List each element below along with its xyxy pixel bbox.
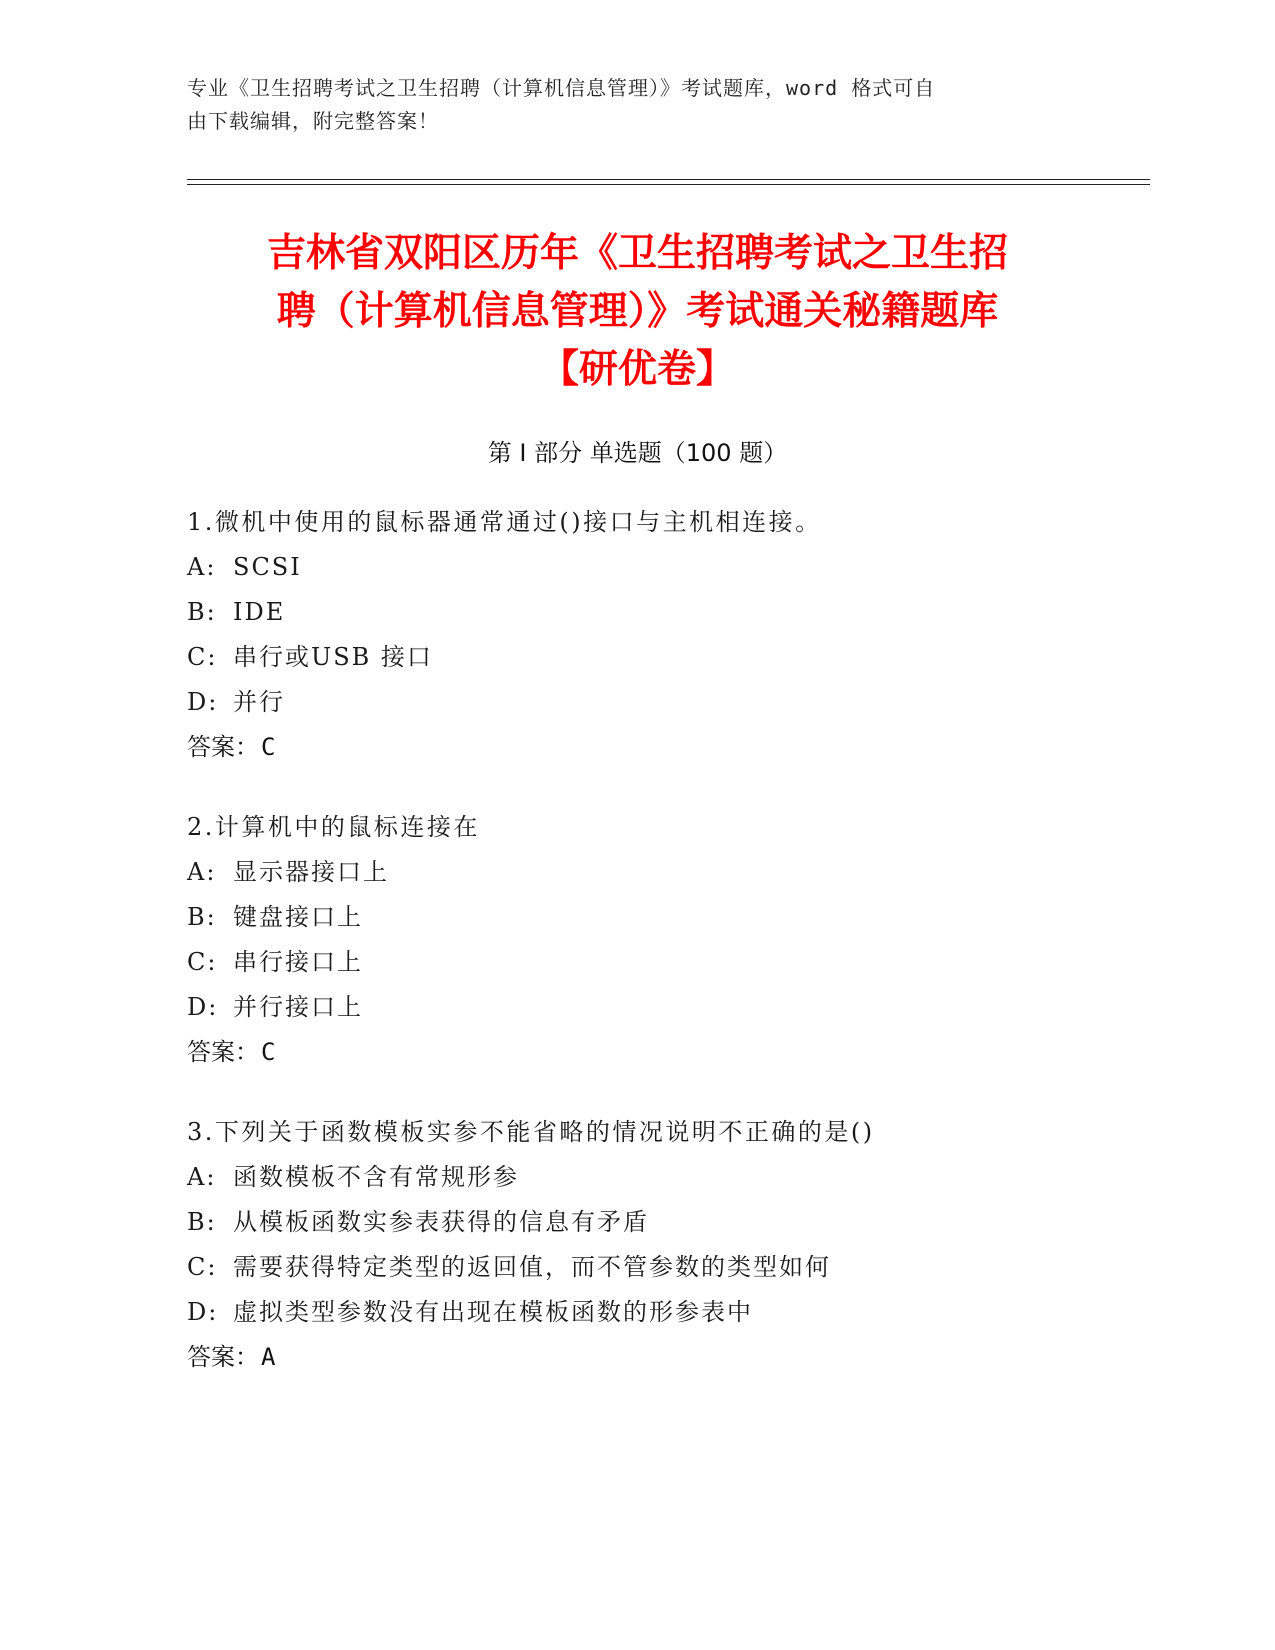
header-note-line-2: 由下载编辑，附完整答案！ [187, 109, 439, 133]
option-letter: D: [187, 688, 219, 716]
answer-value: C [261, 733, 276, 761]
answer-value: A [261, 1343, 276, 1371]
document-title-line-2: 聘（计算机信息管理）》考试通关秘籍题库 [276, 289, 999, 334]
option-a [187, 545, 1187, 590]
option-text: 显示器接口上 [233, 858, 389, 886]
option-text: 需要获得特定类型的返回值，而不管参数的类型如何 [233, 1253, 831, 1281]
option-text: 串行或USB 接口 [233, 643, 433, 671]
option-c [187, 1245, 1187, 1290]
option-text: 函数模板不含有常规形参 [233, 1163, 519, 1191]
option-letter: B: [187, 903, 217, 931]
option-d [187, 1290, 1187, 1335]
question-3 [187, 1110, 1187, 1380]
answer-value: C [261, 1038, 276, 1066]
section-heading: 第 I 部分 单选题（100 题） [487, 439, 788, 467]
option-text: 虚拟类型参数没有出现在模板函数的形参表中 [233, 1298, 753, 1326]
header-note-line-1: 专业《卫生招聘考试之卫生招聘（计算机信息管理）》考试题库，word 格式可自 [187, 76, 936, 100]
option-text: IDE [233, 598, 286, 626]
option-letter: C: [187, 948, 218, 976]
option-text: 键盘接口上 [233, 903, 363, 931]
option-letter: C: [187, 643, 218, 671]
question-2 [187, 805, 1187, 1075]
option-a [187, 1155, 1187, 1200]
option-letter: A: [187, 553, 217, 581]
option-letter: C: [187, 1253, 218, 1281]
document-title-line-3: 【研优卷】 [539, 347, 735, 392]
header-rule-top [187, 179, 1150, 180]
option-text: 并行 [233, 688, 285, 716]
question-stem: 3.下列关于函数模板实参不能省略的情况说明不正确的是() [187, 1118, 875, 1146]
answer-label: 答案： [187, 1038, 259, 1066]
option-a [187, 850, 1187, 895]
option-b [187, 895, 1187, 940]
answer-line [187, 725, 1187, 770]
option-letter: A: [187, 858, 217, 886]
option-b [187, 1200, 1187, 1245]
question-1 [187, 500, 1187, 770]
option-letter: D: [187, 993, 219, 1021]
option-text: SCSI [233, 553, 302, 581]
header-rule-bottom [187, 184, 1150, 185]
answer-label: 答案： [187, 733, 259, 761]
option-text: 串行接口上 [233, 948, 363, 976]
document-header-note [187, 72, 1077, 138]
question-stem: 2.计算机中的鼠标连接在 [187, 813, 480, 841]
option-letter: B: [187, 1208, 217, 1236]
answer-line [187, 1030, 1187, 1075]
option-letter: A: [187, 1163, 217, 1191]
option-letter: D: [187, 1298, 219, 1326]
document-title [150, 225, 1125, 399]
option-d [187, 680, 1187, 725]
option-c [187, 940, 1187, 985]
option-text: 从模板函数实参表获得的信息有矛盾 [233, 1208, 649, 1236]
document-title-line-1: 吉林省双阳区历年《卫生招聘考试之卫生招 [266, 231, 1008, 276]
option-letter: B: [187, 598, 217, 626]
option-c [187, 635, 1187, 680]
option-text: 并行接口上 [233, 993, 363, 1021]
option-b [187, 590, 1187, 635]
option-d [187, 985, 1187, 1030]
question-stem: 1.微机中使用的鼠标器通常通过()接口与主机相连接。 [187, 508, 822, 536]
answer-line [187, 1335, 1187, 1380]
answer-label: 答案： [187, 1343, 259, 1371]
